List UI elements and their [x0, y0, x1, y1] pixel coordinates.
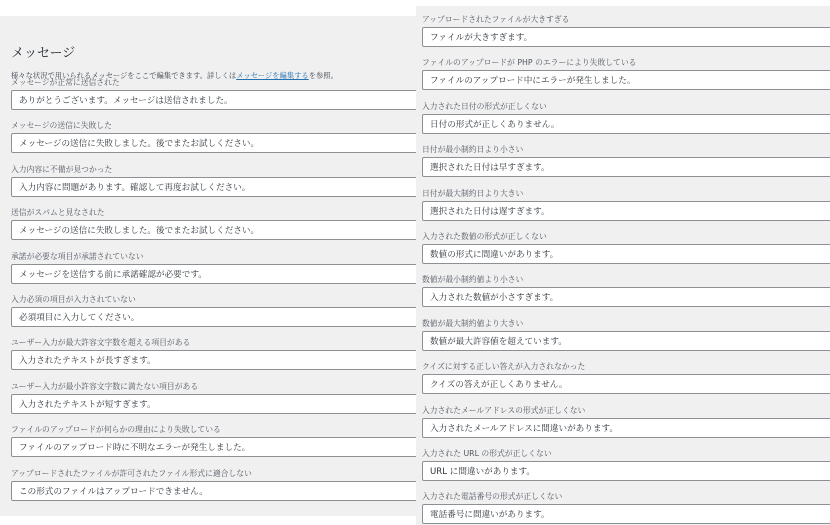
- message-input[interactable]: [422, 201, 830, 221]
- message-input[interactable]: [422, 114, 830, 134]
- message-input[interactable]: [422, 157, 830, 177]
- message-input[interactable]: [422, 287, 830, 307]
- message-input[interactable]: [11, 133, 419, 153]
- message-input[interactable]: [11, 437, 419, 457]
- message-field-label: 入力された数値の形式が正しくない: [422, 232, 547, 241]
- messages-panel-right: [416, 6, 830, 525]
- message-input[interactable]: [422, 244, 830, 264]
- message-field-label: 入力された日付の形式が正しくない: [422, 101, 547, 111]
- page-title: メッセージ: [11, 46, 76, 61]
- message-input[interactable]: [11, 220, 419, 240]
- message-field-label: 入力必須の項目が入力されていない: [11, 295, 136, 304]
- message-field-label: 日付が最小制約日より小さい: [422, 145, 524, 155]
- edit-messages-link[interactable]: メッセージを編集する: [236, 71, 309, 80]
- message-field-label: ファイルのアップロードが PHP のエラーにより失敗している: [422, 58, 637, 68]
- intro-text-after: を参照。: [308, 71, 338, 80]
- message-input[interactable]: [11, 264, 419, 284]
- message-input[interactable]: [11, 177, 419, 197]
- message-input[interactable]: [422, 331, 830, 351]
- message-field-label: アップロードされたファイルが大きすぎる: [422, 15, 570, 24]
- message-input[interactable]: [422, 504, 830, 524]
- message-field-label: ユーザー入力が最大許容文字数を超える項目がある: [11, 338, 191, 348]
- message-input[interactable]: [422, 374, 830, 394]
- intro-text-before: 様々な状況で用いられるメッセージをここで編集できます。詳しくは: [11, 71, 237, 80]
- message-field-label: 入力された URL の形式が正しくない: [422, 449, 552, 458]
- message-input[interactable]: [422, 461, 830, 481]
- messages-panel-left: [0, 16, 416, 516]
- message-input[interactable]: [11, 350, 419, 370]
- message-input[interactable]: [422, 70, 830, 90]
- message-field-label: メッセージが正常に送信された: [11, 78, 120, 87]
- message-field-label: 入力された電話番号の形式が正しくない: [422, 492, 563, 502]
- message-input[interactable]: [11, 90, 419, 110]
- message-field-label: 送信がスパムと見なされた: [11, 208, 105, 218]
- message-field-label: アップロードされたファイルが許可されたファイル形式に適合しない: [11, 468, 252, 478]
- message-field-label: メッセージの送信に失敗した: [11, 121, 112, 131]
- message-field-label: 入力されたメールアドレスの形式が正しくない: [422, 405, 586, 415]
- message-input[interactable]: [11, 307, 419, 327]
- message-field-label: ファイルのアップロードが何らかの理由により失敗している: [11, 425, 221, 435]
- message-input[interactable]: [11, 481, 419, 501]
- message-field-label: 承諾が必要な項目が承諾されていない: [11, 251, 144, 261]
- message-input[interactable]: [422, 418, 830, 438]
- message-field-label: ユーザー入力が最小許容文字数に満たない項目がある: [11, 381, 199, 391]
- message-field-label: クイズに対する正しい答えが入力されなかった: [422, 362, 586, 372]
- message-input[interactable]: [422, 27, 830, 47]
- message-field-label: 数値が最大制約値より大きい: [422, 318, 524, 328]
- message-field-label: 日付が最大制約日より大きい: [422, 188, 524, 198]
- message-field-label: 入力内容に不備が見つかった: [11, 164, 113, 174]
- message-field-label: 数値が最小制約値より小さい: [422, 275, 524, 285]
- message-input[interactable]: [11, 394, 419, 414]
